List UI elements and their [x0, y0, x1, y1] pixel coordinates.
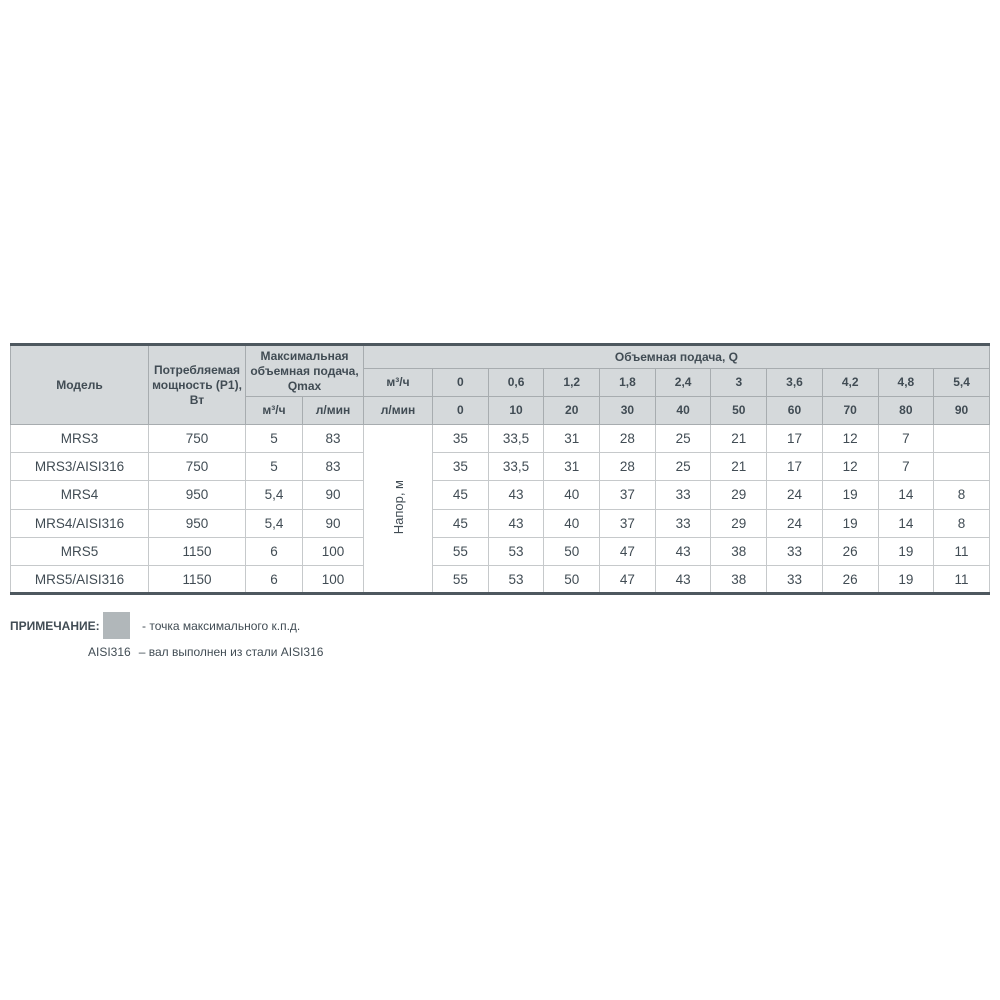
head-cell: 31: [544, 453, 600, 481]
flow-header-m3h: 1,8: [600, 369, 656, 397]
head-cell: 55: [433, 537, 489, 565]
head-cell: 28: [600, 453, 656, 481]
head-cell: 26: [822, 537, 878, 565]
power-cell: 1150: [149, 565, 246, 593]
head-cell: 37: [600, 481, 656, 509]
head-cell: 43: [655, 537, 711, 565]
power-cell: 1150: [149, 537, 246, 565]
head-cell: 26: [822, 565, 878, 593]
head-cell: 45: [433, 481, 489, 509]
table-row: [11, 481, 990, 509]
head-cell: 53: [488, 537, 544, 565]
head-cell: 25: [655, 453, 711, 481]
note-label: ПРИМЕЧАНИЕ:: [10, 618, 100, 633]
head-cell: 45: [433, 509, 489, 537]
head-cell: 47: [600, 565, 656, 593]
head-cell-max-efficiency: 17: [767, 425, 823, 453]
model-cell: MRS5/AISI316: [11, 565, 149, 593]
head-cell: 33,5: [488, 425, 544, 453]
table-row: [11, 509, 990, 537]
head-cell: 8: [934, 509, 990, 537]
head-cell: 31: [544, 425, 600, 453]
head-cell: 50: [544, 537, 600, 565]
head-cell: 12: [822, 425, 878, 453]
head-cell-max-efficiency: 17: [767, 453, 823, 481]
qmax-m3h-cell: 5: [246, 453, 303, 481]
flow-header-lmin: 20: [544, 397, 600, 425]
flow-header-lmin: 30: [600, 397, 656, 425]
flow-header-lmin: 60: [767, 397, 823, 425]
max-efficiency-swatch: [103, 612, 130, 639]
qmax-unit-m3h: м³/ч: [246, 397, 303, 425]
flow-header-lmin: 10: [488, 397, 544, 425]
flow-header-lmin: 40: [655, 397, 711, 425]
head-cell: 12: [822, 453, 878, 481]
note-section: [10, 612, 323, 659]
head-cell: 55: [433, 565, 489, 593]
model-cell: MRS5: [11, 537, 149, 565]
head-cell: 25: [655, 425, 711, 453]
head-cell: 11: [934, 537, 990, 565]
flow-header-lmin: 80: [878, 397, 934, 425]
head-cell: 50: [544, 565, 600, 593]
qmax-lmin-cell: 100: [303, 537, 364, 565]
power-cell: 950: [149, 481, 246, 509]
head-cell: 7: [878, 425, 934, 453]
qmax-unit-lmin: л/мин: [303, 397, 364, 425]
model-cell: MRS3/AISI316: [11, 453, 149, 481]
head-cell-max-efficiency: 33: [767, 565, 823, 593]
power-cell: 750: [149, 453, 246, 481]
pump-spec-table: [10, 343, 990, 595]
unit-label-m3h: м³/ч: [364, 369, 433, 397]
model-cell: MRS4/AISI316: [11, 509, 149, 537]
head-cell: 43: [655, 565, 711, 593]
col-header-model: Модель: [11, 345, 149, 425]
head-cell: 19: [822, 481, 878, 509]
power-cell: 950: [149, 509, 246, 537]
flow-header-lmin: 0: [433, 397, 489, 425]
col-header-qmax: Максимальная объемная подача, Qmax: [246, 345, 364, 397]
head-cell-max-efficiency: 29: [711, 481, 767, 509]
head-cell: 19: [878, 565, 934, 593]
head-cell: 33: [655, 481, 711, 509]
qmax-m3h-cell: 5,4: [246, 481, 303, 509]
table-row: [11, 537, 990, 565]
head-cell: 19: [878, 537, 934, 565]
head-cell: 11: [934, 565, 990, 593]
head-cell-max-efficiency: 21: [711, 425, 767, 453]
qmax-lmin-cell: 100: [303, 565, 364, 593]
flow-header-m3h: 0,6: [488, 369, 544, 397]
flow-header-lmin: 50: [711, 397, 767, 425]
head-cell-max-efficiency: 38: [711, 537, 767, 565]
qmax-lmin-cell: 83: [303, 425, 364, 453]
flow-header-m3h: 4,2: [822, 369, 878, 397]
head-cell: 53: [488, 565, 544, 593]
model-cell: MRS4: [11, 481, 149, 509]
head-cell: 14: [878, 509, 934, 537]
head-cell: 14: [878, 481, 934, 509]
note-text-aisi316: – вал выполнен из стали AISI316: [138, 645, 324, 659]
qmax-m3h-cell: 6: [246, 537, 303, 565]
head-cell: 47: [600, 537, 656, 565]
head-cell: 33: [655, 509, 711, 537]
head-cell-max-efficiency: 24: [767, 481, 823, 509]
table-row: [11, 565, 990, 593]
flow-header-m3h: 1,2: [544, 369, 600, 397]
qmax-m3h-cell: 6: [246, 565, 303, 593]
head-cell: 40: [544, 509, 600, 537]
power-cell: 750: [149, 425, 246, 453]
head-cell-max-efficiency: 29: [711, 509, 767, 537]
model-cell: MRS3: [11, 425, 149, 453]
head-cell-max-efficiency: 21: [711, 453, 767, 481]
qmax-lmin-cell: 90: [303, 509, 364, 537]
head-cell: 43: [488, 509, 544, 537]
head-cell-max-efficiency: 24: [767, 509, 823, 537]
head-cell-max-efficiency: 33: [767, 537, 823, 565]
col-header-power: Потребляемая мощность (P1), Вт: [149, 345, 246, 425]
flow-header-lmin: 70: [822, 397, 878, 425]
head-cell: [934, 453, 990, 481]
head-cell: 35: [433, 425, 489, 453]
note-line-efficiency: [10, 612, 323, 639]
flow-header-m3h: 2,4: [655, 369, 711, 397]
head-cell: 19: [822, 509, 878, 537]
note-term-aisi316: AISI316: [88, 645, 131, 659]
unit-label-lmin: л/мин: [364, 397, 433, 425]
flow-header-m3h: 4,8: [878, 369, 934, 397]
flow-header-lmin: 90: [934, 397, 990, 425]
flow-header-m3h: 3,6: [767, 369, 823, 397]
qmax-lmin-cell: 83: [303, 453, 364, 481]
head-cell: 28: [600, 425, 656, 453]
head-cell: 8: [934, 481, 990, 509]
qmax-m3h-cell: 5,4: [246, 509, 303, 537]
qmax-lmin-cell: 90: [303, 481, 364, 509]
head-cell: 37: [600, 509, 656, 537]
flow-header-m3h: 5,4: [934, 369, 990, 397]
head-cell: 7: [878, 453, 934, 481]
flow-header-m3h: 0: [433, 369, 489, 397]
head-cell: [934, 425, 990, 453]
table-row: [11, 425, 990, 453]
qmax-m3h-cell: 5: [246, 425, 303, 453]
note-line-aisi: [10, 645, 323, 659]
head-cell: 43: [488, 481, 544, 509]
head-cell: 33,5: [488, 453, 544, 481]
col-header-flow: Объемная подача, Q: [364, 345, 990, 369]
napor-label: Напор, м: [390, 479, 406, 535]
head-cell: 35: [433, 453, 489, 481]
flow-header-m3h: 3: [711, 369, 767, 397]
note-text-efficiency: - точка максимального к.п.д.: [142, 618, 301, 633]
table-row: [11, 453, 990, 481]
napor-label-cell: [364, 425, 433, 594]
head-cell: 40: [544, 481, 600, 509]
head-cell-max-efficiency: 38: [711, 565, 767, 593]
